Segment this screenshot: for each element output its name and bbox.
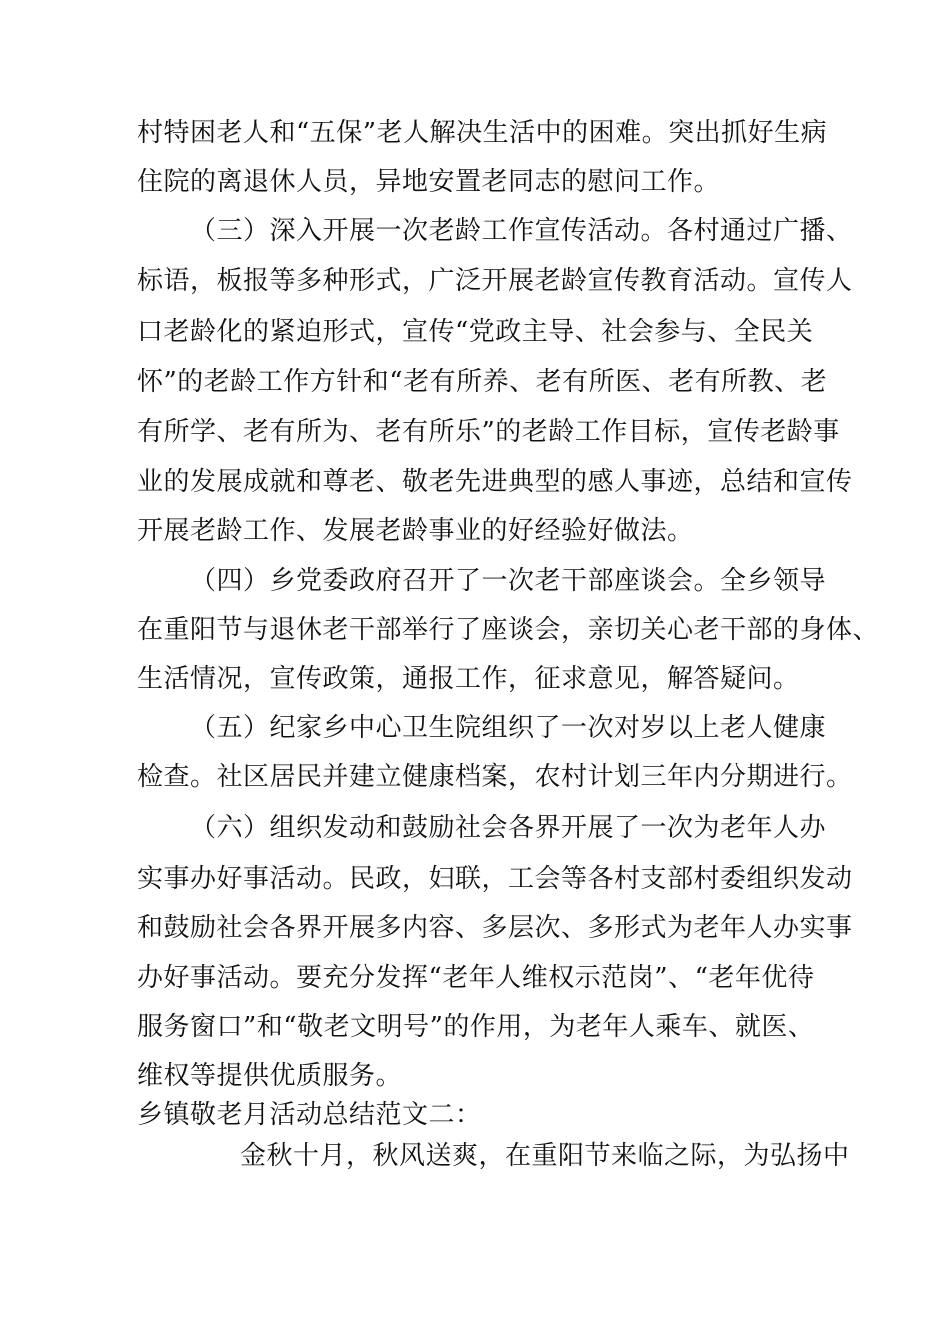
section-heading-6: （六）组织发动和鼓励社会各界开展了一次为老年人办 [190,813,827,843]
body-text-line: 维权等提供优质服务。 [137,1061,403,1091]
body-text-line: 开展老龄工作、发展老龄事业的好经验好做法。 [137,516,694,546]
body-text-line: 金秋十月，秋风送爽，在重阳节来临之际，为弘扬中 [240,1141,850,1171]
section-heading-5: （五）纪家乡中心卫生院组织了一次对岁以上老人健康 [190,713,827,743]
subtitle-heading: 乡镇敬老月活动总结范文二： [137,1100,482,1130]
section-heading-4: （四）乡党委政府召开了一次老干部座谈会。全乡领导 [190,566,827,596]
body-text-line: 检查。社区居民并建立健康档案，农村计划三年内分期进行。 [137,762,853,792]
body-text-line: 服务窗口”和“敬老文明号”的作用，为老年人乘车、就医、 [137,1012,815,1042]
body-text-line: 村特困老人和“五保”老人解决生活中的困难。突出抓好生病 [137,118,828,148]
section-heading-3: （三）深入开展一次老龄工作宣传活动。各村通过广播、 [190,216,853,246]
body-text-line: 生活情况，宣传政策，通报工作，征求意见，解答疑问。 [137,664,800,694]
body-text-line: 在重阳节与退休老干部举行了座谈会，亲切关心老干部的身体、 [137,615,880,645]
body-text-line: 业的发展成就和尊老、敬老先进典型的感人事迹，总结和宣传 [137,467,853,497]
body-text-line: 口老龄化的紧迫形式，宣传“党政主导、社会参与、全民关 [137,317,814,347]
body-text-line: 有所学、老有所为、老有所乐”的老龄工作目标，宣传老龄事 [137,417,840,447]
body-text-line: 怀”的老龄工作方针和“老有所养、老有所医、老有所教、老 [137,367,828,397]
body-text-line: 住院的离退休人员，异地安置老同志的慰问工作。 [137,167,721,197]
body-text-line: 标语，板报等多种形式，广泛开展老龄宣传教育活动。宣传人 [137,266,853,296]
body-text-line: 实事办好事活动。民政，妇联，工会等各村支部村委组织发动 [137,864,853,894]
body-text-line: 和鼓励社会各界开展多内容、多层次、多形式为老年人办实事 [137,913,853,943]
body-text-line: 办好事活动。要充分发挥“老年人维权示范岗”、“老年优待 [137,963,815,993]
